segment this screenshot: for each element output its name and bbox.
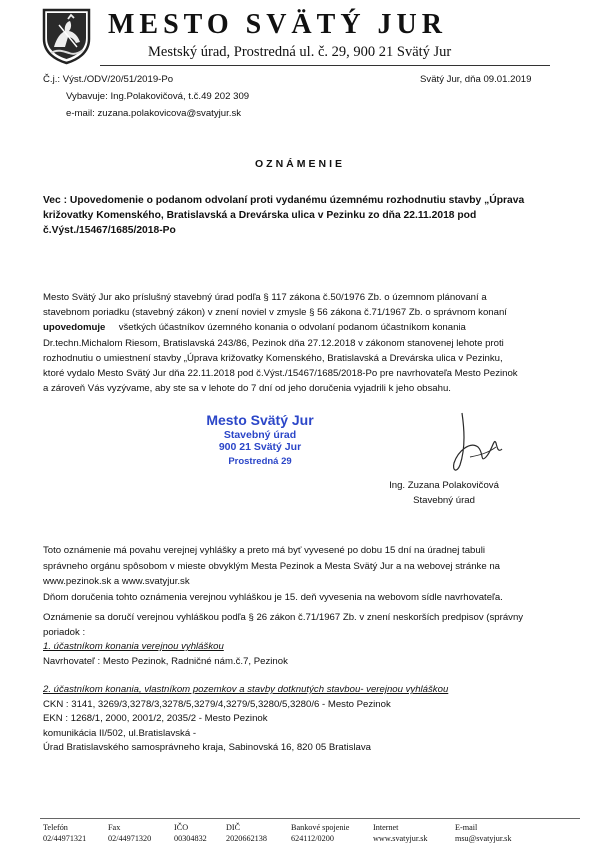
- delivery-intro: poriadok :: [43, 626, 86, 638]
- section-line: komunikácia II/502, ul.Bratislavská -: [43, 727, 197, 739]
- subject-line: Upovedomenie o podanom odvolaní proti vydanému územnému rozhodnutiu stavby „Úprava: [69, 195, 525, 206]
- stamp-line: 900 21 Svätý Jur: [218, 441, 302, 453]
- town-name: MESTO SVÄTÝ JUR: [108, 9, 447, 40]
- stamp-line: Prostredná 29: [228, 456, 292, 467]
- coat-of-arms-icon: [41, 7, 92, 65]
- subject-block: [43, 193, 558, 238]
- footer-fax: [108, 822, 151, 844]
- section-line: Úrad Bratislavského samosprávneho kraja, Sabinovská 16, 820 05 Bratislava: [43, 742, 371, 753]
- signatory-name: Ing. Zuzana Polakovičová: [389, 480, 499, 491]
- footer-value: 02/44971320: [108, 834, 152, 843]
- footer-bank: [291, 822, 349, 844]
- reference-number: Č.j.: Výst./ODV/20/51/2019-Po: [43, 74, 174, 85]
- footer-label: Fax: [108, 823, 121, 832]
- stamp-line: Stavebný úrad: [223, 429, 297, 441]
- footer-label: E-mail: [455, 823, 478, 832]
- subject-line: č.Výst./15467/1685/2018-Po: [43, 225, 176, 236]
- footer-value: msu@svatyjur.sk: [455, 834, 512, 843]
- section-title: 2. účastníkom konania, vlastníkom pozemkov a stavby dotknutých stavbou- verejnou vyhláškou: [43, 684, 449, 695]
- footer-ico: [174, 822, 207, 844]
- delivery-block: [43, 611, 558, 756]
- section-title: 1. účastníkom konania verejnou vyhláškou: [43, 641, 224, 652]
- footer-email: [455, 822, 511, 844]
- footer-value: www.svatyjur.sk: [373, 834, 428, 843]
- signatory-block: [369, 478, 519, 508]
- signatory-role: Stavebný úrad: [413, 495, 475, 506]
- footer-phone: [43, 822, 86, 844]
- footer-value: 00304832: [174, 834, 207, 843]
- handler-email: e-mail: zuzana.polakovicova@svatyjur.sk: [66, 108, 242, 119]
- footer-label: Telefón: [43, 823, 68, 832]
- body-emphasis: upovedomuje: [43, 322, 106, 334]
- footer-label: Bankové spojenie: [291, 823, 350, 832]
- footer-value: 02/44971321: [43, 834, 87, 843]
- notice-paragraph: [43, 543, 558, 605]
- body-line: rozhodnutiu o umiestnení stavby „Úprava križovatky Komenského, Bratislavská a Drevárska ulica v Pezinku,: [43, 352, 503, 364]
- body-line: a zároveň Vás vyzývame, aby ste sa v lehote do 7 dní od jeho doručenia vyjadrili k jeho obsahu.: [43, 383, 451, 395]
- body-line: ktoré vydalo Mesto Svätý Jur dňa 22.11.2018 pod č.Výst./15467/1685/2018-Po pre navrhovateľa Mesto Pezinok: [43, 368, 518, 380]
- section-line: CKN : 3141, 3269/3,3278/3,3278/5,3279/4,3279/5,3280/5,3280/6 - Mesto Pezinok: [43, 698, 391, 710]
- notice-line: správneho orgánu spôsobom v mieste obvyklým Mesta Pezinok a Mesta Svätý Jur a na webovej stránke na: [43, 560, 500, 572]
- footer-label: IČO: [174, 823, 189, 832]
- body-line: Mesto Svätý Jur ako príslušný stavebný úrad podľa § 117 zákona č.50/1976 Zb. o územnom plánovaní a: [43, 292, 487, 303]
- header-divider: [100, 65, 550, 66]
- footer-dic: [226, 822, 267, 844]
- section-line: Navrhovateľ : Mesto Pezinok, Radničné nám.č.7, Pezinok: [43, 655, 288, 667]
- official-stamp: [180, 412, 340, 467]
- footer-label: DIČ: [226, 823, 241, 832]
- stamp-line: Mesto Svätý Jur: [206, 412, 314, 428]
- document-date: Svätý Jur, dňa 09.01.2019: [420, 74, 532, 85]
- subject-prefix: Vec :: [43, 195, 68, 206]
- signature-icon: [440, 407, 540, 477]
- handler-info: Vybavuje: Ing.Polakovičová, t.č.49 202 309: [66, 91, 250, 102]
- office-address: Mestský úrad, Prostredná ul. č. 29, 900 21 Svätý Jur: [148, 44, 452, 60]
- footer-value: 624112/0200: [291, 834, 334, 843]
- body-paragraph: [43, 290, 558, 396]
- footer-label: Internet: [373, 823, 399, 832]
- delivery-intro: Oznámenie sa doručí verejnou vyhláškou podľa § 26 zákon č.71/1967 Zb. v znení neskorších predpisov (správny: [43, 612, 524, 623]
- footer-divider: [40, 818, 580, 819]
- body-line: Dr.techn.Michalom Riesom, Bratislavská 243/86, Pezinok dňa 27.12.2018 v zákonom stanovenej lehote proti: [43, 337, 504, 349]
- notice-line: Toto oznámenie má povahu verejnej vyhlášky a preto má byť vyvesené po dobu 15 dní na úradnej tabuli: [43, 545, 485, 556]
- body-line: všetkých účastníkov územného konania o odvolaní podanom účastníkom konania: [118, 322, 466, 334]
- body-line: stavebnom poriadku (stavebný zákon) v znení noviel v zmysle § 56 zákona č.71/1967 Zb. o správnom konaní: [43, 307, 507, 319]
- footer-internet: [373, 822, 428, 844]
- notice-line: www.pezinok.sk a www.svatyjur.sk: [43, 576, 190, 587]
- footer-value: 2020662138: [226, 834, 267, 843]
- subject-line: križovatky Komenského, Bratislavská a Drevárska ulica v Pezinku zo dňa 22.11.2018 pod: [43, 210, 477, 221]
- notice-line: Dňom doručenia tohto oznámenia verejnou vyhláškou je 15. deň vyvesenia na webovom sídle navrhovateľa.: [43, 591, 503, 603]
- document-title: OZNÁMENIE: [255, 158, 345, 170]
- section-line: EKN : 1268/1, 2000, 2001/2, 2035/2 - Mesto Pezinok: [43, 713, 268, 724]
